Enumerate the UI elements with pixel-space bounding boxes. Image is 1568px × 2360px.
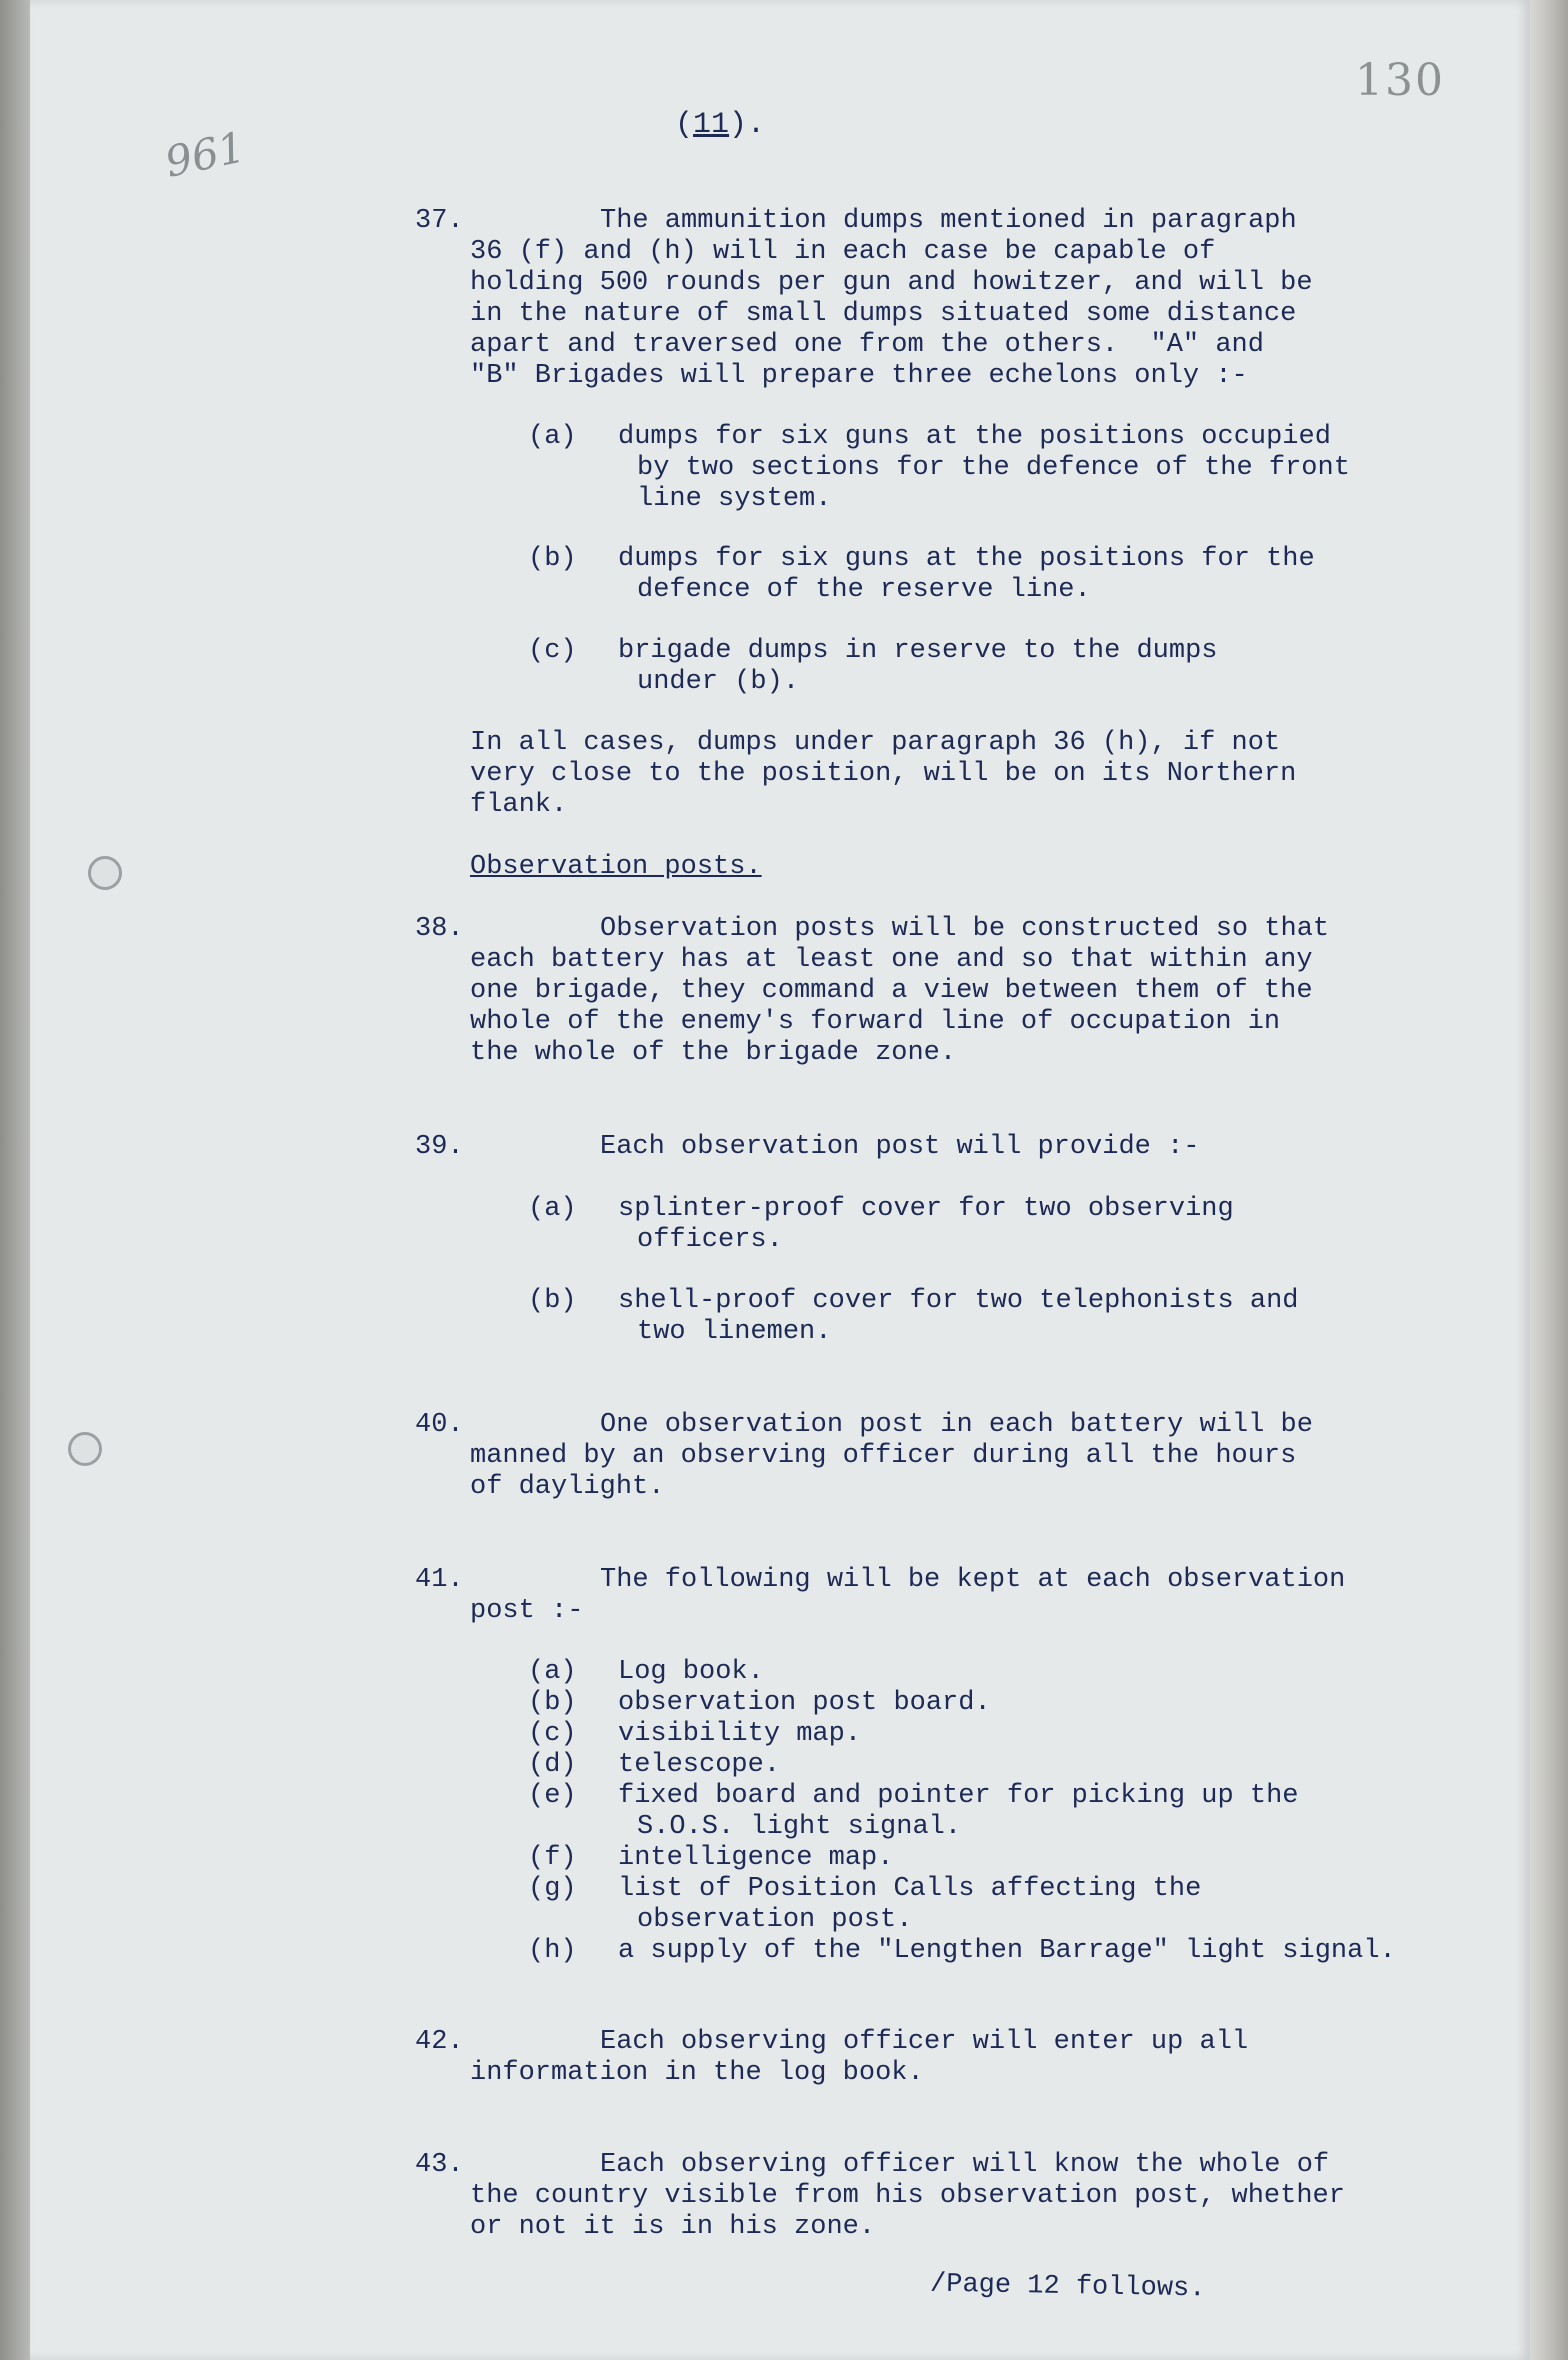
- text-line: flank.: [470, 790, 568, 820]
- item-label: (a): [528, 1194, 577, 1224]
- text-line: very close to the position, will be on its Northern: [470, 759, 1297, 789]
- item-text: by two sections for the defence of the front: [637, 453, 1350, 483]
- item-text: splinter-proof cover for two observing: [618, 1194, 1234, 1224]
- item-label: (g): [528, 1874, 577, 1904]
- item-text: two linemen.: [637, 1317, 832, 1347]
- paragraph-number: 42.: [415, 2027, 464, 2057]
- paragraph-number: 43.: [415, 2150, 464, 2180]
- text-line: apart and traversed one from the others. "A" and: [470, 330, 1264, 360]
- pencil-reference: 961: [160, 122, 250, 187]
- item-text: dumps for six guns at the positions occupied: [618, 422, 1331, 452]
- paragraph-number: 39.: [415, 1132, 464, 1162]
- item-text: intelligence map.: [618, 1843, 894, 1873]
- page-follows-note: /Page 12 follows.: [929, 2269, 1206, 2305]
- item-label: (h): [528, 1936, 577, 1966]
- text-line: each battery has at least one and so that within any: [470, 945, 1313, 975]
- text-line: Each observation post will provide :-: [600, 1132, 1200, 1162]
- text-line: the whole of the brigade zone.: [470, 1038, 957, 1068]
- page-header: (11).: [675, 108, 766, 142]
- paragraph-number: 40.: [415, 1410, 464, 1440]
- text-line: The ammunition dumps mentioned in paragraph: [600, 206, 1297, 236]
- item-label: (c): [528, 1719, 577, 1749]
- text-line: of daylight.: [470, 1472, 665, 1502]
- paragraph-number: 38.: [415, 914, 464, 944]
- text-line: the country visible from his observation post, whether: [470, 2181, 1345, 2211]
- text-line: post :-: [470, 1596, 584, 1626]
- text-line: or not it is in his zone.: [470, 2212, 876, 2242]
- paragraph-number: 41.: [415, 1565, 464, 1595]
- text-line: 36 (f) and (h) will in each case be capable of: [470, 237, 1216, 267]
- item-text: visibility map.: [618, 1719, 862, 1749]
- text-line: The following will be kept at each observation: [600, 1565, 1346, 1595]
- text-line: whole of the enemy's forward line of occupation in: [470, 1007, 1281, 1037]
- item-label: (c): [528, 636, 577, 666]
- text-line: one brigade, they command a view between them of the: [470, 976, 1313, 1006]
- text-line: manned by an observing officer during all the hours: [470, 1441, 1297, 1471]
- item-label: (a): [528, 422, 577, 452]
- item-label: (f): [528, 1843, 577, 1873]
- item-label: (b): [528, 1286, 577, 1316]
- paragraph-number: 37.: [415, 206, 464, 236]
- folio-number: 130: [1355, 55, 1445, 106]
- text-line: One observation post in each battery will be: [600, 1410, 1313, 1440]
- text-line: In all cases, dumps under paragraph 36 (h), if not: [470, 728, 1281, 758]
- item-text: S.O.S. light signal.: [637, 1812, 962, 1842]
- section-heading: Observation posts.: [470, 852, 762, 882]
- item-text: shell-proof cover for two telephonists and: [618, 1286, 1299, 1316]
- text-line: Each observing officer will enter up all: [600, 2027, 1249, 2057]
- item-text: brigade dumps in reserve to the dumps: [618, 636, 1218, 666]
- item-text: fixed board and pointer for picking up the: [618, 1781, 1299, 1811]
- item-text: line system.: [637, 484, 832, 514]
- item-label: (a): [528, 1657, 577, 1687]
- item-label: (b): [528, 544, 577, 574]
- item-text: defence of the reserve line.: [637, 575, 1091, 605]
- text-line: in the nature of small dumps situated some distance: [470, 299, 1297, 329]
- item-text: officers.: [637, 1225, 783, 1255]
- item-text: dumps for six guns at the positions for the: [618, 544, 1315, 574]
- item-text: telescope.: [618, 1750, 781, 1780]
- item-text: observation post board.: [618, 1688, 991, 1718]
- text-line: holding 500 rounds per gun and howitzer, and will be: [470, 268, 1313, 298]
- page-number: 11: [693, 108, 730, 142]
- text-line: "B" Brigades will prepare three echelons only :-: [470, 361, 1248, 391]
- item-text: under (b).: [637, 667, 800, 697]
- text-line: Each observing officer will know the whole of: [600, 2150, 1330, 2180]
- item-text: a supply of the "Lengthen Barrage" light signal.: [618, 1936, 1396, 1966]
- item-label: (b): [528, 1688, 577, 1718]
- text-line: information in the log book.: [470, 2058, 924, 2088]
- item-label: (d): [528, 1750, 577, 1780]
- item-text: observation post.: [637, 1905, 913, 1935]
- item-text: Log book.: [618, 1657, 764, 1687]
- item-label: (e): [528, 1781, 577, 1811]
- text-line: Observation posts will be constructed so that: [600, 914, 1330, 944]
- item-text: list of Position Calls affecting the: [618, 1874, 1202, 1904]
